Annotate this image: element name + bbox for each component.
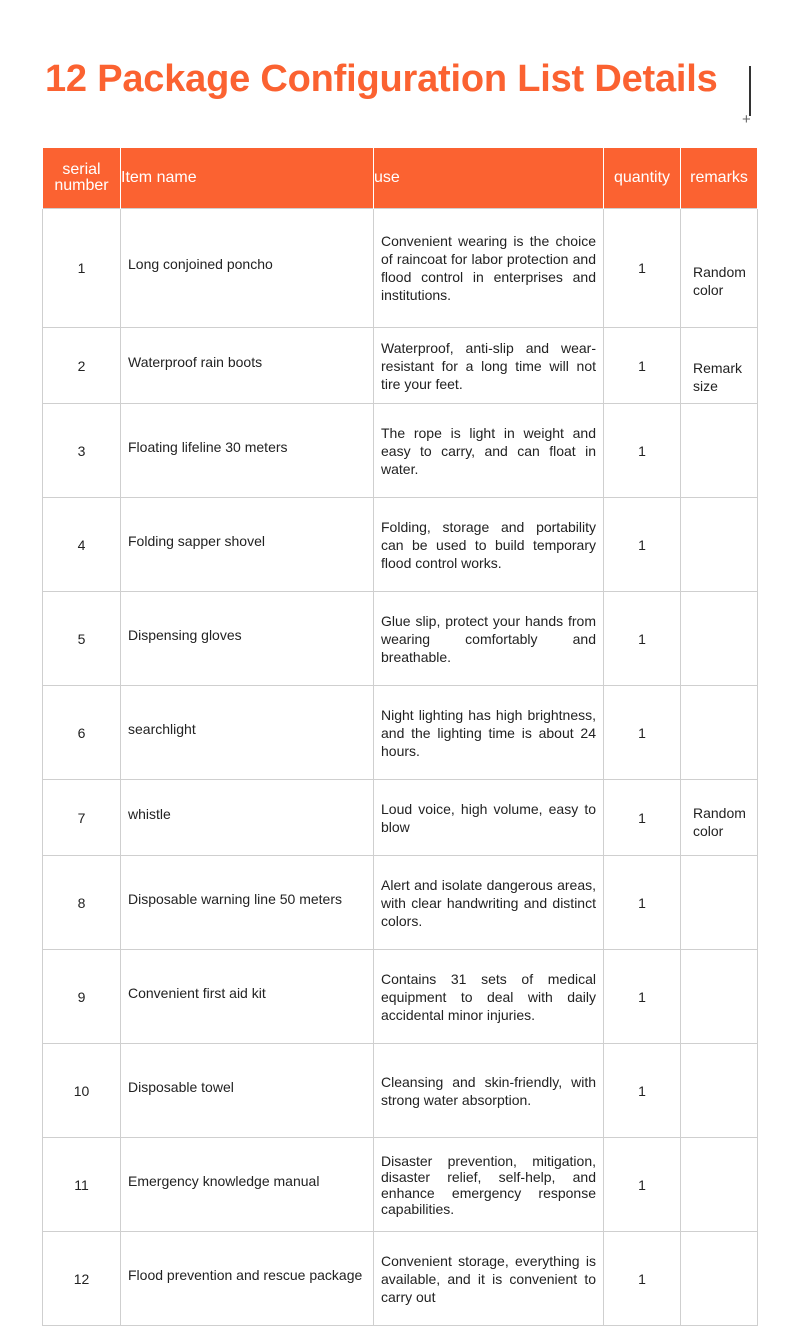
cell-use: Glue slip, protect your hands from wearing comfortably and breathable. xyxy=(374,592,604,686)
cell-use: Contains 31 sets of medical equipment to deal with daily accidental minor injuries. xyxy=(374,950,604,1044)
cell-serial: 8 xyxy=(43,856,121,950)
cell-serial: 12 xyxy=(43,1232,121,1326)
cell-item-name: Dispensing gloves xyxy=(121,592,374,686)
table-row xyxy=(43,498,758,592)
header-use: use xyxy=(374,148,604,209)
table-row xyxy=(43,950,758,1044)
cell-remarks xyxy=(681,404,758,498)
cell-use: Convenient wearing is the choice of raincoat for labor protection and flood control in enterprises and institutions. xyxy=(374,209,604,328)
cell-remarks: Random color xyxy=(681,780,758,856)
cell-item-name: whistle xyxy=(121,780,374,856)
cell-use: Night lighting has high brightness, and the lighting time is about 24 hours. xyxy=(374,686,604,780)
cell-quantity: 1 xyxy=(604,404,681,498)
cell-serial: 11 xyxy=(43,1138,121,1232)
cell-remarks xyxy=(681,1232,758,1326)
cell-use: Alert and isolate dangerous areas, with clear handwriting and distinct colors. xyxy=(374,856,604,950)
cell-serial: 7 xyxy=(43,780,121,856)
cell-remarks xyxy=(681,686,758,780)
header-remarks: remarks xyxy=(681,148,758,209)
cell-use: Loud voice, high volume, easy to blow xyxy=(374,780,604,856)
table-row xyxy=(43,1232,758,1326)
cell-quantity: 1 xyxy=(604,592,681,686)
cell-quantity: 1 xyxy=(604,328,681,404)
table-row xyxy=(43,1044,758,1138)
cell-quantity: 1 xyxy=(604,209,681,328)
cell-quantity: 1 xyxy=(604,780,681,856)
cell-item-name: searchlight xyxy=(121,686,374,780)
configuration-table xyxy=(42,148,758,1326)
cell-remarks xyxy=(681,950,758,1044)
cell-quantity: 1 xyxy=(604,1138,681,1232)
table-row xyxy=(43,686,758,780)
header-quantity: quantity xyxy=(604,148,681,209)
cell-use: Cleansing and skin-friendly, with strong water absorption. xyxy=(374,1044,604,1138)
page-title: 12 Package Configuration List Details xyxy=(45,58,718,100)
table-row xyxy=(43,592,758,686)
cell-item-name: Long conjoined poncho xyxy=(121,209,374,328)
cell-serial: 3 xyxy=(43,404,121,498)
cell-item-name: Disposable towel xyxy=(121,1044,374,1138)
cell-item-name: Floating lifeline 30 meters xyxy=(121,404,374,498)
cell-use: The rope is light in weight and easy to carry, and can float in water. xyxy=(374,404,604,498)
cell-item-name: Waterproof rain boots xyxy=(121,328,374,404)
cell-remarks xyxy=(681,1138,758,1232)
table-row xyxy=(43,209,758,328)
cell-item-name: Disposable warning line 50 meters xyxy=(121,856,374,950)
cell-serial: 9 xyxy=(43,950,121,1044)
cell-serial: 10 xyxy=(43,1044,121,1138)
cell-remarks xyxy=(681,856,758,950)
header-item-name: Item name xyxy=(121,148,374,209)
table-row xyxy=(43,856,758,950)
cell-remarks xyxy=(681,592,758,686)
table-row xyxy=(43,780,758,856)
cell-quantity: 1 xyxy=(604,498,681,592)
cell-use: Waterproof, anti-slip and wear-resistant for a long time will not tire your feet. xyxy=(374,328,604,404)
cell-quantity: 1 xyxy=(604,1232,681,1326)
cell-item-name: Convenient first aid kit xyxy=(121,950,374,1044)
cell-serial: 1 xyxy=(43,209,121,328)
cell-quantity: 1 xyxy=(604,1044,681,1138)
header-serial-number: serial number xyxy=(43,148,121,209)
cell-item-name: Emergency knowledge manual xyxy=(121,1138,374,1232)
cell-quantity: 1 xyxy=(604,950,681,1044)
cell-quantity: 1 xyxy=(604,686,681,780)
cell-quantity: 1 xyxy=(604,856,681,950)
text-cursor-bar xyxy=(749,66,751,116)
cell-serial: 5 xyxy=(43,592,121,686)
table-row xyxy=(43,1138,758,1232)
table-header-row xyxy=(43,148,758,209)
cell-item-name: Flood prevention and rescue package xyxy=(121,1232,374,1326)
cell-remarks: Random color xyxy=(681,209,758,328)
cell-serial: 6 xyxy=(43,686,121,780)
cell-serial: 4 xyxy=(43,498,121,592)
cell-use: Convenient storage, everything is available, and it is convenient to carry out xyxy=(374,1232,604,1326)
table-row xyxy=(43,328,758,404)
table-row xyxy=(43,404,758,498)
cell-remarks xyxy=(681,1044,758,1138)
crosshair-icon: + xyxy=(742,111,751,128)
cell-remarks xyxy=(681,498,758,592)
cell-use: Folding, storage and portability can be used to build temporary flood control works. xyxy=(374,498,604,592)
cell-serial: 2 xyxy=(43,328,121,404)
cell-item-name: Folding sapper shovel xyxy=(121,498,374,592)
cell-use: Disaster prevention, mitigation, disaster relief, self-help, and enhance emergency response capabilities. xyxy=(374,1138,604,1232)
cell-remarks: Remark size xyxy=(681,328,758,404)
